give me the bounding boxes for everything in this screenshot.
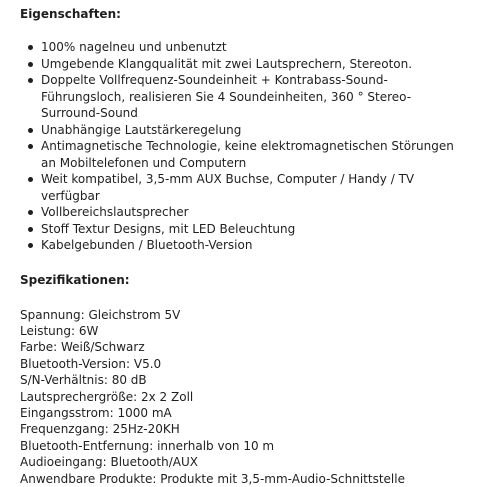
- spec-line: Eingangsstrom: 1000 mA: [20, 405, 172, 420]
- list-item: [20, 122, 470, 139]
- spec-line: Farbe: Weiß/Schwarz: [20, 340, 145, 355]
- features-list: [20, 39, 470, 254]
- bullet-icon: [28, 243, 33, 248]
- feature-text: 100% nagelneu und unbenutzt: [41, 40, 227, 54]
- feature-text: Umgebende Klangqualität mit zwei Lautsprechern, Stereoton.: [41, 56, 413, 71]
- list-item: [20, 237, 470, 254]
- bullet-icon: [28, 128, 33, 133]
- list-item: [20, 39, 470, 56]
- spec-line: Audioeingang: Bluetooth/AUX: [20, 455, 198, 470]
- feature-text: Weit kompatibel, 3,5-mm AUX Buchse, Computer / Handy / TV verfügbar: [41, 172, 415, 203]
- list-item: [20, 204, 470, 221]
- feature-text: Doppelte Vollfrequenz-Soundeinheit + Kontrabass-Sound-Führungsloch, realisieren Sie 4 Soundeinheiten, 360 ° Stereo-Surround-Sound: [41, 73, 412, 120]
- features-heading: Eigenschaften:: [20, 7, 121, 21]
- specs-list: [20, 307, 470, 487]
- spec-line: S/N-Verhältnis: 80 dB: [20, 373, 147, 388]
- bullet-icon: [28, 144, 33, 149]
- spec-line: Anwendbare Produkte: Produkte mit 3,5-mm-Audio-Schnittstelle: [20, 471, 405, 486]
- list-item: [20, 56, 470, 73]
- spec-line: Lautsprechergröße: 2x 2 Zoll: [20, 389, 194, 404]
- bullet-icon: [28, 227, 33, 232]
- bullet-icon: [28, 177, 33, 182]
- spec-line: Bluetooth-Version: V5.0: [20, 356, 162, 371]
- spec-line: Bluetooth-Entfernung: innerhalb von 10 m: [20, 438, 275, 453]
- bullet-icon: [28, 78, 33, 83]
- feature-text: Antimagnetische Technologie, keine elektromagnetischen Störungen an Mobiltelefonen und Computern: [41, 139, 454, 170]
- feature-text: Vollbereichslautsprecher: [41, 205, 189, 219]
- list-item: [20, 221, 470, 238]
- list-item: [20, 171, 470, 204]
- bullet-icon: [28, 62, 33, 67]
- specs-heading: Spezifikationen:: [20, 272, 130, 287]
- bullet-icon: [28, 45, 33, 50]
- bullet-icon: [28, 210, 33, 215]
- feature-text: Stoff Textur Designs, mit LED Beleuchtung: [41, 221, 296, 236]
- feature-text: Unabhängige Lautstärkeregelung: [41, 122, 242, 137]
- list-item: [20, 138, 470, 171]
- spec-line: Frequenzgang: 25Hz-20KH: [20, 422, 180, 437]
- spec-line: Leistung: 6W: [20, 323, 99, 338]
- feature-text: Kabelgebunden / Bluetooth-Version: [41, 238, 253, 252]
- list-item: [20, 72, 470, 122]
- product-description: [20, 6, 470, 487]
- spec-line: Spannung: Gleichstrom 5V: [20, 307, 181, 322]
